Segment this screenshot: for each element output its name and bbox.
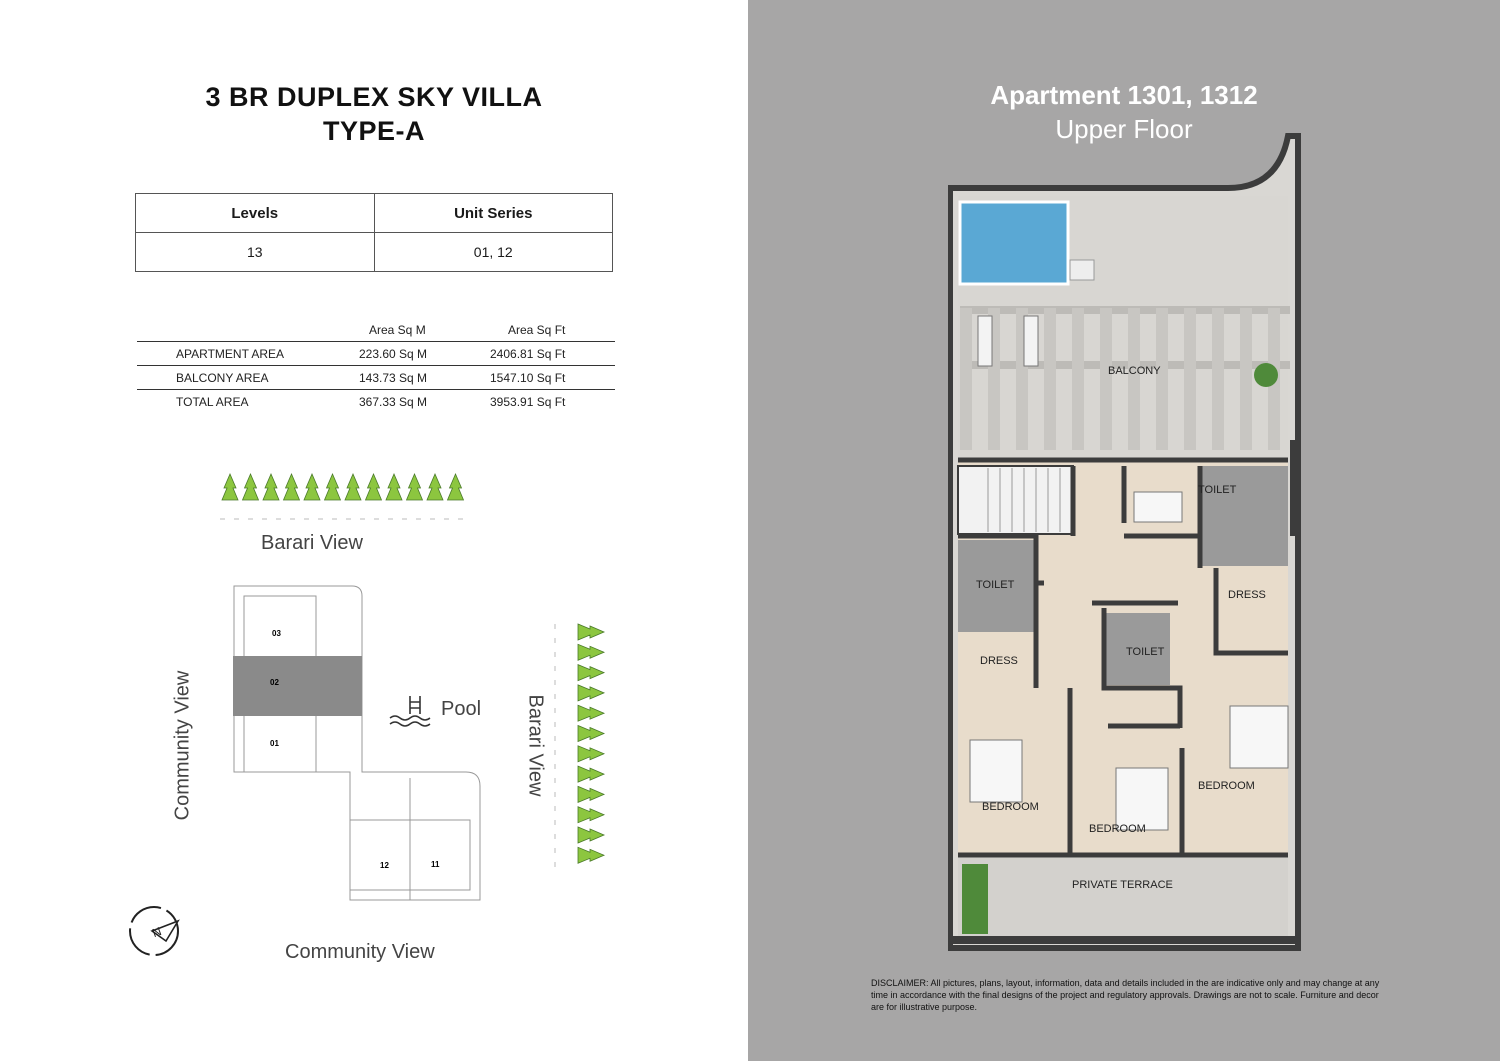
tree-icon — [263, 474, 279, 500]
col-sqft-header: Area Sq Ft — [508, 323, 566, 337]
area-row — [137, 366, 615, 390]
bedroom-label: BEDROOM — [1089, 823, 1146, 835]
tree-icon — [284, 474, 300, 500]
left-view-label: Community View — [171, 670, 194, 821]
tree-icon — [578, 705, 604, 721]
pool — [960, 202, 1068, 284]
terrace-plant-icon — [962, 864, 988, 934]
unit-series-value: 01, 12 — [374, 233, 613, 272]
pool-icon — [388, 692, 434, 728]
tree-icon — [578, 807, 604, 823]
villa-title: 3 BR DUPLEX SKY VILLA — [205, 82, 543, 112]
tree-icon — [448, 474, 464, 500]
area-sqft: 1547.10 Sq Ft — [490, 371, 566, 385]
side-wall — [1290, 440, 1300, 536]
unit-12-label: 12 — [380, 861, 389, 870]
highlighted-unit — [233, 656, 362, 716]
area-header-row — [137, 318, 615, 342]
floor-plan-panel — [748, 0, 1500, 1061]
tree-icon — [304, 474, 320, 500]
top-view-label: Barari View — [261, 532, 363, 554]
tree-icon — [578, 644, 604, 660]
area-label: BALCONY AREA — [176, 371, 269, 385]
plant-icon — [1254, 363, 1278, 387]
private-terrace-label: PRIVATE TERRACE — [1072, 879, 1173, 891]
area-table — [137, 318, 615, 414]
dress-label: DRESS — [980, 655, 1018, 667]
levels-table — [135, 193, 613, 272]
dress-label: DRESS — [1228, 589, 1266, 601]
tree-icon — [578, 827, 604, 843]
tree-icon — [578, 685, 604, 701]
pool-label: Pool — [441, 698, 482, 720]
toilet-label: TOILET — [1126, 646, 1165, 658]
tree-icon — [578, 746, 604, 762]
unit-01-label: 01 — [270, 739, 279, 748]
tree-icon — [243, 474, 259, 500]
top-tree-row — [218, 468, 470, 526]
area-sqm: 367.33 Sq M — [359, 395, 428, 409]
area-sqm: 143.73 Sq M — [359, 371, 428, 385]
apartment-subtitle: Upper Floor — [1055, 114, 1193, 144]
tree-icon — [578, 665, 604, 681]
key-plan — [228, 582, 488, 907]
tree-icon — [345, 474, 361, 500]
area-row — [137, 342, 615, 366]
right-tree-column — [548, 622, 614, 870]
levels-header: Levels — [136, 194, 375, 233]
tree-icon — [222, 474, 238, 500]
tree-icon — [386, 474, 402, 500]
right-view-label: Barari View — [524, 694, 547, 797]
disclaimer-text: DISCLAIMER: All pictures, plans, layout, information, data and details included in the are indicative only and may change at any time in accordance with the final designs of the project and regulatory approvals. Drawings are not to scale. Furniture and decor are for illustrative purpose. — [871, 978, 1380, 1012]
tree-icon — [325, 474, 341, 500]
unit-series-header: Unit Series — [374, 194, 613, 233]
col-sqm-header: Area Sq M — [369, 323, 426, 337]
unit-03-label: 03 — [272, 629, 281, 638]
toilet-label: TOILET — [976, 579, 1015, 591]
tree-icon — [578, 766, 604, 782]
apartment-title: Apartment 1301, 1312 — [990, 80, 1258, 110]
tree-icon — [407, 474, 423, 500]
bottom-view-label: Community View — [285, 941, 435, 963]
unit-11-label: 11 — [431, 860, 440, 869]
area-sqft: 2406.81 Sq Ft — [490, 347, 566, 361]
balcony-label: BALCONY — [1108, 365, 1161, 377]
tree-icon — [427, 474, 443, 500]
tree-icon — [366, 474, 382, 500]
bedroom-label: BEDROOM — [982, 801, 1039, 813]
toilet-label: TOILET — [1198, 484, 1237, 496]
area-row — [137, 390, 615, 414]
info-panel — [0, 0, 748, 1061]
floor-plan — [948, 128, 1500, 953]
tree-icon — [578, 624, 604, 640]
bedroom-label: BEDROOM — [1198, 780, 1255, 792]
area-sqm: 223.60 Sq M — [359, 347, 428, 361]
area-label: APARTMENT AREA — [176, 347, 285, 361]
tree-icon — [578, 726, 604, 742]
levels-value: 13 — [136, 233, 375, 272]
svg-text:N: N — [150, 924, 164, 941]
north-compass-icon — [126, 903, 184, 959]
unit-02-label: 02 — [270, 678, 279, 687]
area-sqft: 3953.91 Sq Ft — [490, 395, 566, 409]
tree-icon — [578, 847, 604, 863]
area-label: TOTAL AREA — [176, 395, 249, 409]
villa-type: TYPE-A — [322, 116, 425, 146]
tree-icon — [578, 786, 604, 802]
